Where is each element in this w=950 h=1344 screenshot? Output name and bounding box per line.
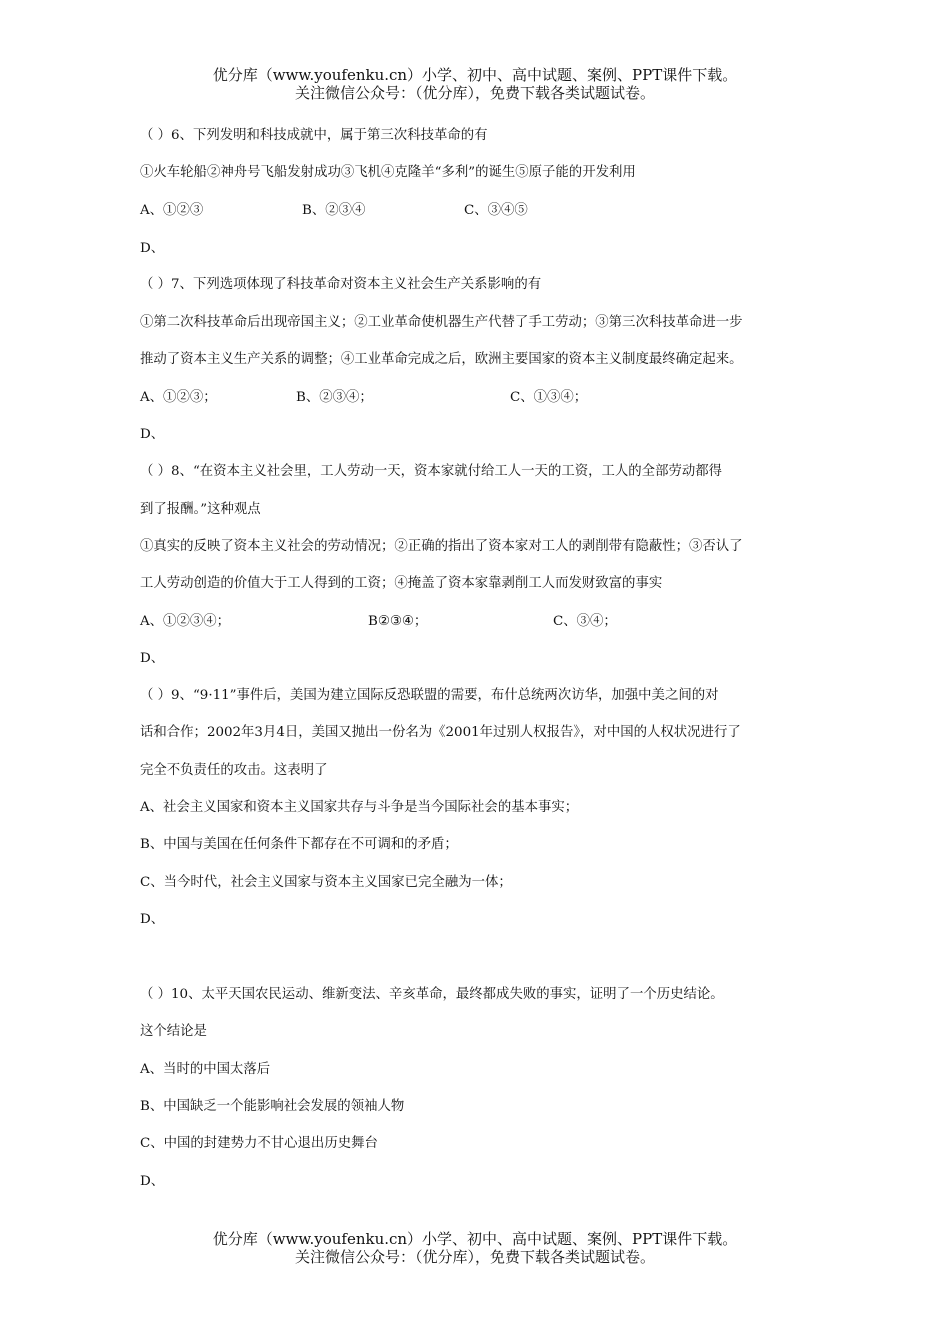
footer-line-1: 优分库（www.youfenku.cn）小学、初中、高中试题、案例、PPT课件下载。 (212, 1230, 738, 1248)
q7-option-c: C、①③④； (510, 390, 588, 405)
header-line-2: 关注微信公众号：（优分库），免费下载各类试题试卷。 (294, 84, 655, 102)
q7-option-b: B、②③④； (296, 390, 373, 405)
q10-option-d: D、 (140, 1174, 165, 1189)
q10-option-c: C、中国的封建势力不甘心退出历史舞台 (140, 1136, 378, 1151)
q10-stem-line-2: 这个结论是 (140, 1024, 207, 1039)
q8-items-line-2: 工人劳动创造的价值大于工人得到的工资；④掩盖了资本家靠剥削工人而发财致富的事实 (140, 576, 663, 591)
q10-option-b: B、中国缺乏一个能影响社会发展的领袖人物 (140, 1099, 405, 1114)
q9-option-b: B、中国与美国在任何条件下都存在不可调和的矛盾； (140, 837, 458, 852)
q8-stem-line-1: （ ）8、“在资本主义社会里，工人劳动一天，资本家就付给工人一天的工资，工人的全部劳动都得 (140, 464, 723, 479)
q8-items-line-1: ①真实的反映了资本主义社会的劳动情况；②正确的指出了资本家对工人的剥削带有隐蔽性；③否认了 (140, 539, 743, 554)
q6-option-c: C、③④⑤ (464, 203, 528, 218)
q8-option-a: A、①②③④； (140, 614, 231, 629)
q7-stem: （ ）7、下列选项体现了科技革命对资本主义社会生产关系影响的有 (140, 277, 542, 292)
q9-stem-line-3: 完全不负责任的攻击。这表明了 (140, 763, 328, 778)
q10-stem-line-1: （ ）10、太平天国农民运动、维新变法、辛亥革命，最终都成失败的事实，证明了一个历史结论。 (140, 987, 724, 1002)
q8-stem-line-2: 到了报酬。”这种观点 (140, 502, 261, 517)
q6-stem: （ ）6、下列发明和科技成就中，属于第三次科技革命的有 (140, 128, 488, 143)
q7-option-d: D、 (140, 427, 165, 442)
q9-option-a: A、社会主义国家和资本主义国家共存与斗争是当今国际社会的基本事实； (140, 800, 579, 815)
q9-stem-line-2: 话和合作；2002年3月4日，美国又抛出一份名为《2001年过别人权报告》，对中国的人权状况进行了 (140, 725, 741, 740)
footer-line-2: 关注微信公众号：（优分库），免费下载各类试题试卷。 (294, 1248, 655, 1266)
q6-option-a: A、①②③ (140, 203, 204, 218)
q8-option-d: D、 (140, 651, 165, 666)
header-line-1: 优分库（www.youfenku.cn）小学、初中、高中试题、案例、PPT课件下载。 (212, 66, 738, 84)
q8-option-b: B②③④； (368, 614, 428, 629)
q9-option-d: D、 (140, 912, 165, 927)
q6-option-b: B、②③④ (302, 203, 366, 218)
q9-option-c: C、当今时代，社会主义国家与资本主义国家已完全融为一体； (140, 875, 512, 890)
q6-items: ①火车轮船②神舟号飞船发射成功③飞机④克隆羊“多利”的诞生⑤原子能的开发利用 (140, 165, 636, 180)
q7-option-a: A、①②③； (140, 390, 217, 405)
q7-items-line-1: ①第二次科技革命后出现帝国主义；②工业革命使机器生产代替了手工劳动；③第三次科技革命进一步 (140, 315, 743, 330)
q9-stem-line-1: （ ）9、“9·11”事件后，美国为建立国际反恐联盟的需要，布什总统两次访华，加强中美之间的对 (140, 688, 719, 703)
q10-option-a: A、当时的中国太落后 (140, 1062, 271, 1077)
q8-option-c: C、③④； (553, 614, 617, 629)
q7-items-line-2: 推动了资本主义生产关系的调整；④工业革命完成之后，欧洲主要国家的资本主义制度最终确定起来。 (140, 352, 743, 367)
q6-option-d: D、 (140, 241, 165, 256)
